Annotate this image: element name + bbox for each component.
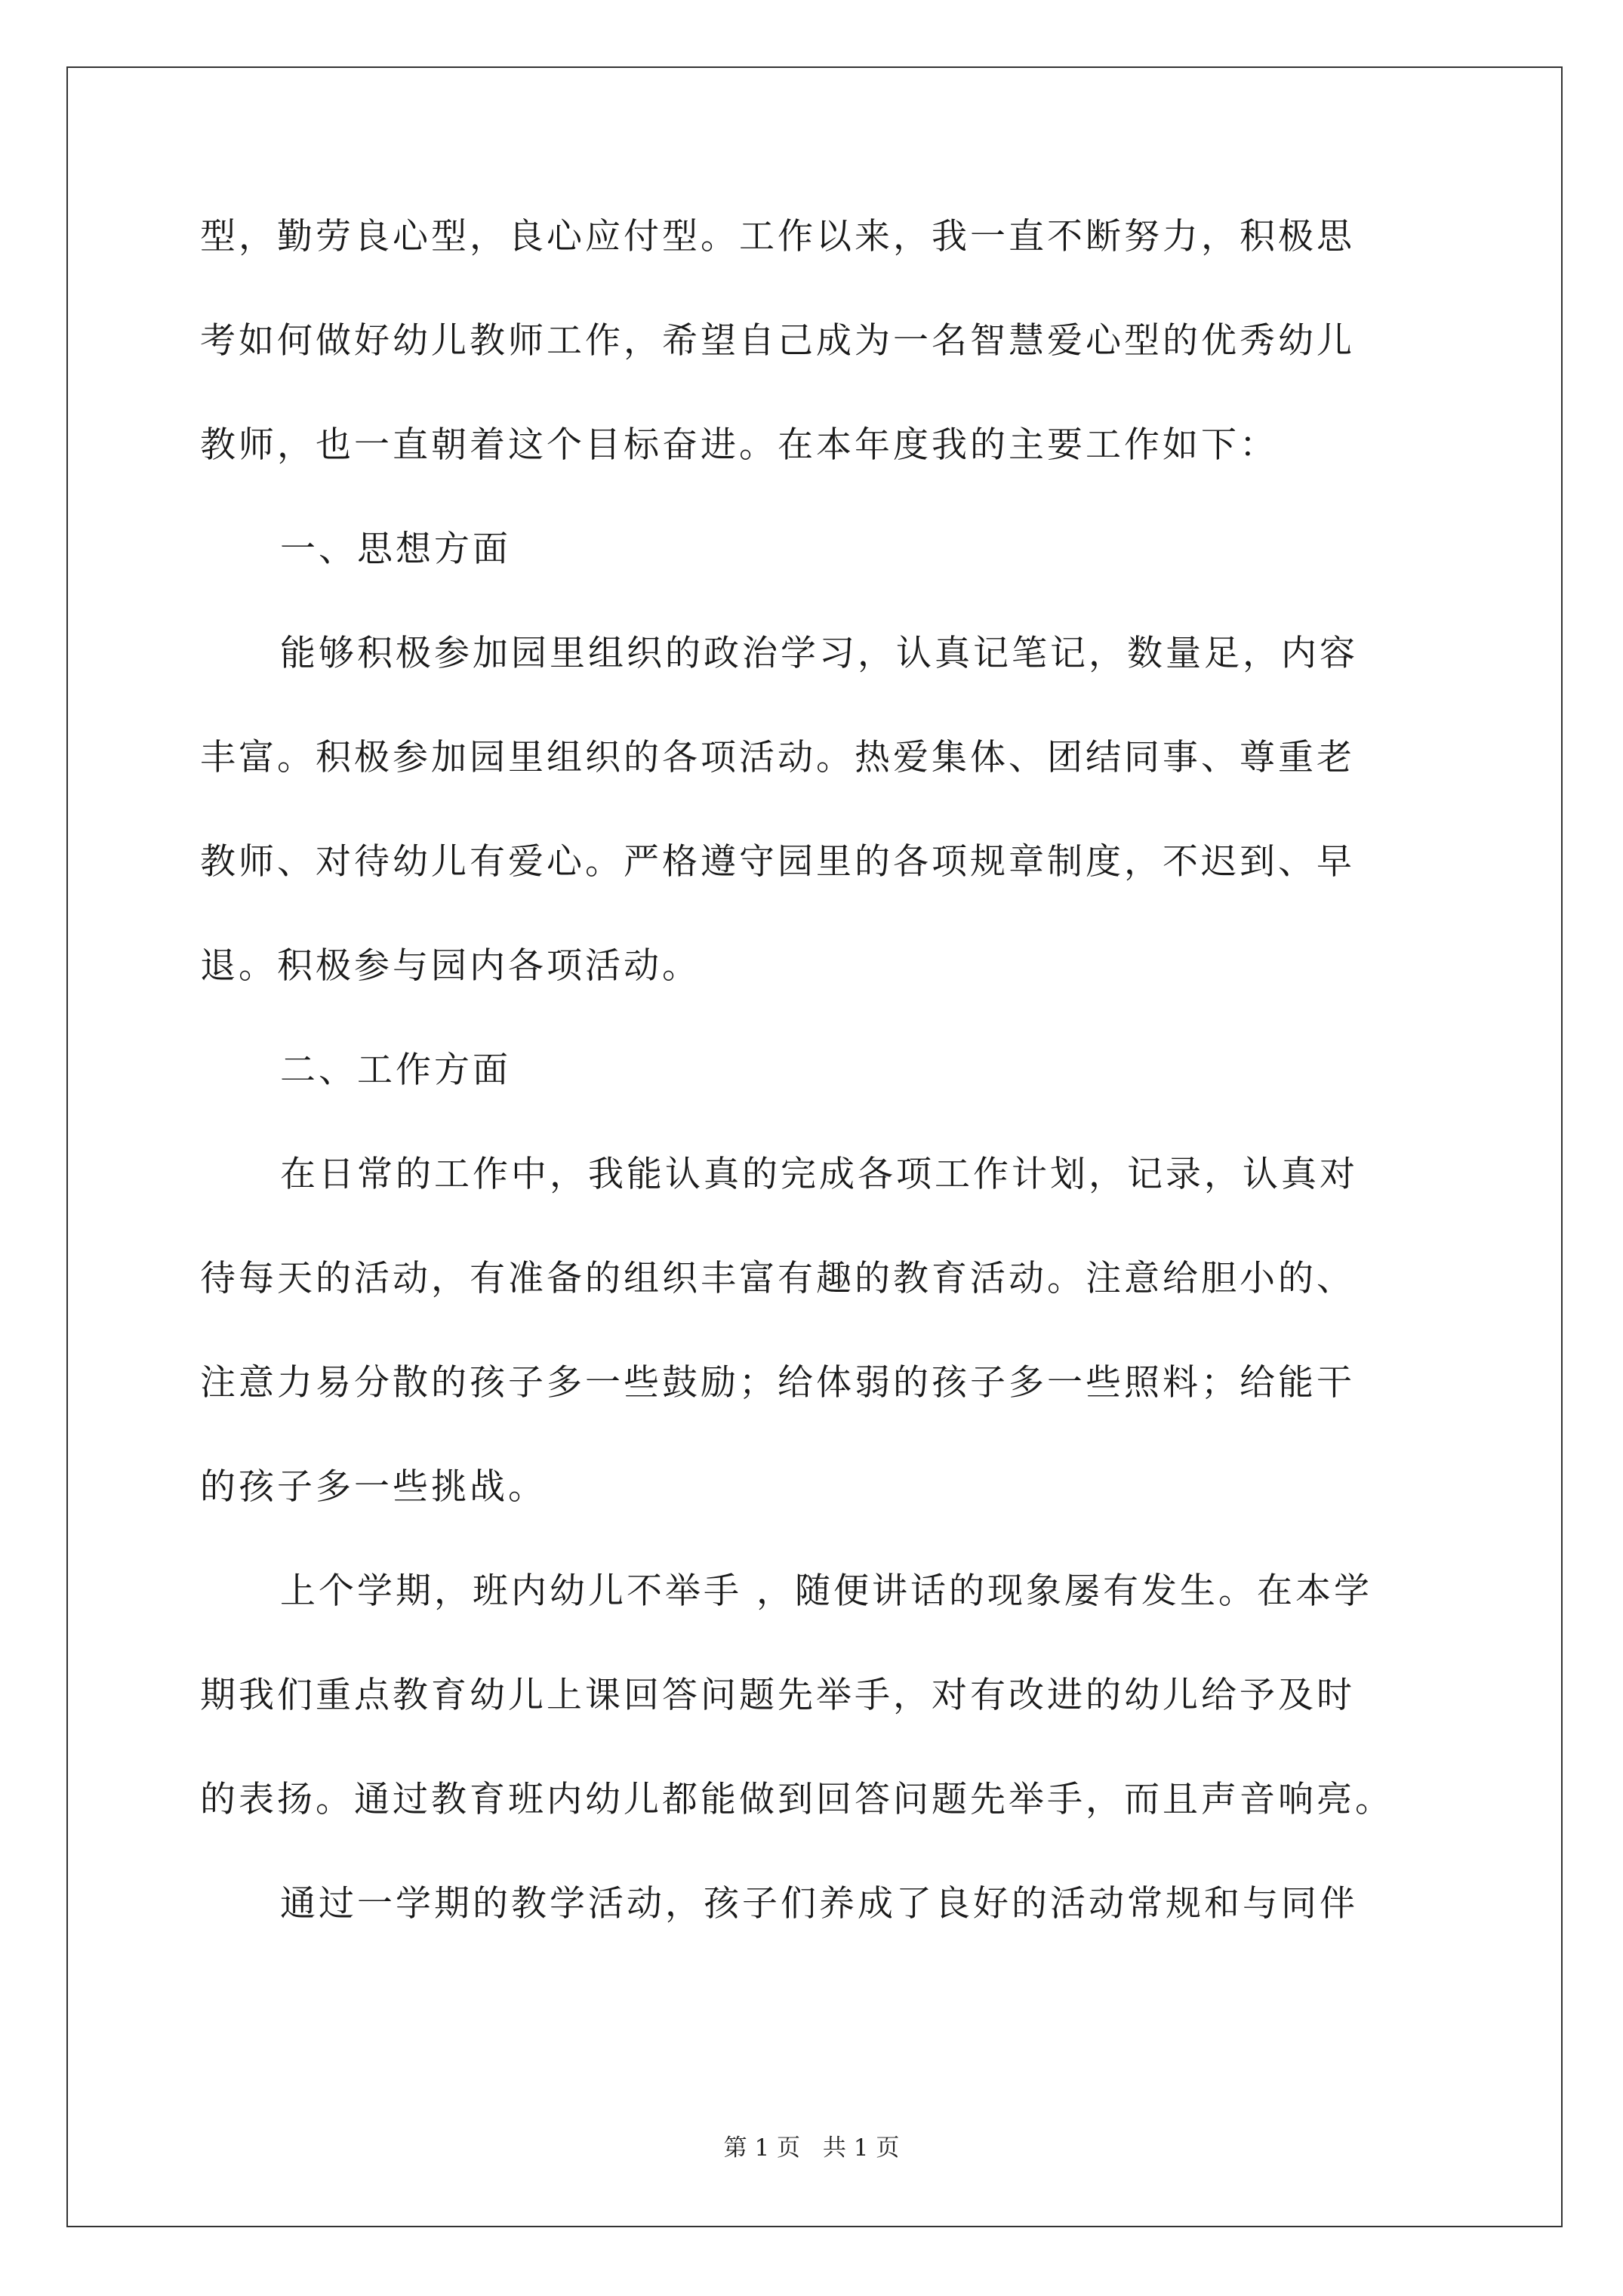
paragraph-line: 的表扬。通过教育班内幼儿都能做到回答问题先举手，而且声音响亮。 bbox=[200, 1779, 1394, 1820]
paragraph-line: 待每天的活动，有准备的组织丰富有趣的教育活动。注意给胆小的、 bbox=[200, 1258, 1355, 1299]
paragraph-line: 注意力易分散的孩子多一些鼓励；给体弱的孩子多一些照料；给能干 bbox=[200, 1362, 1355, 1404]
page-total: 共 1 页 bbox=[822, 2134, 900, 2162]
paragraph-line: 考如何做好幼儿教师工作，希望自己成为一名智慧爱心型的优秀幼儿 bbox=[200, 320, 1355, 362]
paragraph-line: 退。积极参与园内各项活动。 bbox=[200, 945, 701, 987]
paragraph-line: 在日常的工作中，我能认真的完成各项工作计划，记录，认真对 bbox=[280, 1154, 1358, 1195]
document-body bbox=[200, 216, 1423, 1990]
paragraph-line: 期我们重点教育幼儿上课回答问题先举手，对有改进的幼儿给予及时 bbox=[200, 1675, 1355, 1716]
page-footer bbox=[0, 2134, 1623, 2162]
section-heading: 二、工作方面 bbox=[280, 1049, 511, 1091]
paragraph-line: 上个学期，班内幼儿不举手 ，随便讲话的现象屡有发生。在本学 bbox=[280, 1570, 1372, 1612]
paragraph-line: 教师、对待幼儿有爱心。严格遵守园里的各项规章制度，不迟到、早 bbox=[200, 841, 1355, 883]
paragraph-line: 能够积极参加园里组织的政治学习，认真记笔记，数量足，内容 bbox=[280, 633, 1358, 674]
paragraph-line: 丰富。积极参加园里组织的各项活动。热爱集体、团结同事、尊重老 bbox=[200, 737, 1355, 778]
page-number: 第 1 页 bbox=[723, 2134, 801, 2162]
paragraph-line: 教师，也一直朝着这个目标奋进。在本年度我的主要工作如下： bbox=[200, 424, 1278, 466]
paragraph-line: 通过一学期的教学活动，孩子们养成了良好的活动常规和与同伴 bbox=[280, 1883, 1358, 1925]
paragraph-line: 型，勤劳良心型，良心应付型。工作以来，我一直不断努力，积极思 bbox=[200, 216, 1355, 257]
section-heading: 一、思想方面 bbox=[280, 529, 511, 570]
paragraph-line: 的孩子多一些挑战。 bbox=[200, 1466, 547, 1508]
